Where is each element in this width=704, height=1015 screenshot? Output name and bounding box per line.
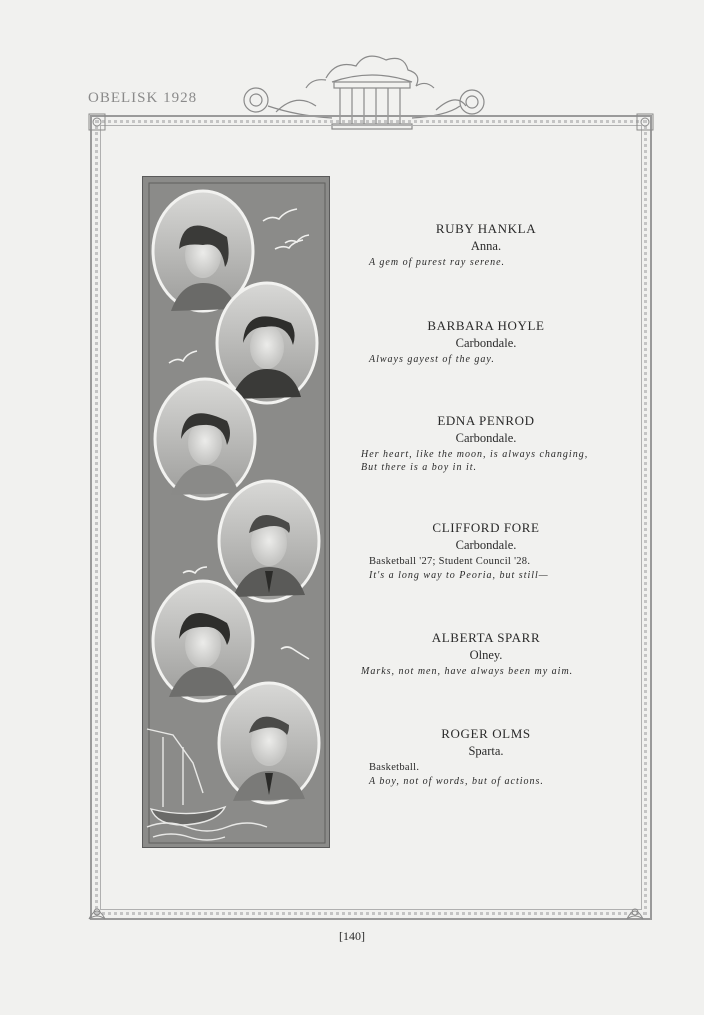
portrait-icon — [217, 283, 317, 403]
entry-name: CLIFFORD FORE — [432, 520, 540, 535]
frame-corner-icon — [624, 900, 646, 922]
entry-clifford-fore — [356, 520, 616, 582]
entry-quote: A boy, not of words, but of actions. — [369, 776, 544, 787]
entry-town: Anna. — [470, 239, 502, 253]
entry-alberta-sparr — [356, 630, 616, 678]
entry-quote: But there is a boy in it. — [361, 462, 478, 473]
entry-notes: Basketball. — [369, 762, 420, 773]
entry-town: Carbondale. — [455, 538, 517, 552]
entry-name: EDNA PENROD — [437, 413, 535, 428]
entry-edna-penrod — [356, 413, 616, 474]
entry-quote: Always gayest of the gay. — [369, 354, 495, 365]
running-head: OBELISK 1928 — [88, 90, 198, 106]
entry-quote: Her heart, like the moon, is always changing, — [361, 449, 589, 460]
entry-name: ALBERTA SPARR — [431, 630, 541, 645]
frame-corner-icon — [86, 900, 108, 922]
frame-corner-icon — [86, 111, 108, 133]
entry-quote: A gem of purest ray serene. — [369, 257, 506, 268]
entry-name: RUBY HANKLA — [435, 221, 537, 236]
portrait-icon — [219, 683, 319, 803]
entry-town: Sparta. — [468, 744, 504, 758]
entry-ruby-hankla — [356, 221, 616, 269]
portrait-icon — [219, 481, 319, 601]
portrait-icon — [155, 379, 255, 499]
entry-quote: Marks, not men, have always been my aim. — [361, 666, 574, 677]
entry-town: Olney. — [469, 648, 503, 662]
entry-roger-olms — [356, 726, 616, 788]
page-number: [140] — [339, 929, 365, 943]
photo-panel — [142, 176, 330, 848]
entry-name: BARBARA HOYLE — [427, 318, 545, 333]
entry-notes: Basketball '27; Student Council '28. — [369, 556, 531, 567]
entry-quote: It's a long way to Peoria, but still— — [369, 570, 549, 581]
entry-barbara-hoyle — [356, 318, 616, 366]
entry-name: ROGER OLMS — [441, 726, 531, 741]
entry-town: Carbondale. — [455, 336, 517, 350]
portrait-icon — [153, 581, 253, 701]
frame-corner-icon — [634, 111, 656, 133]
entry-town: Carbondale. — [455, 431, 517, 445]
